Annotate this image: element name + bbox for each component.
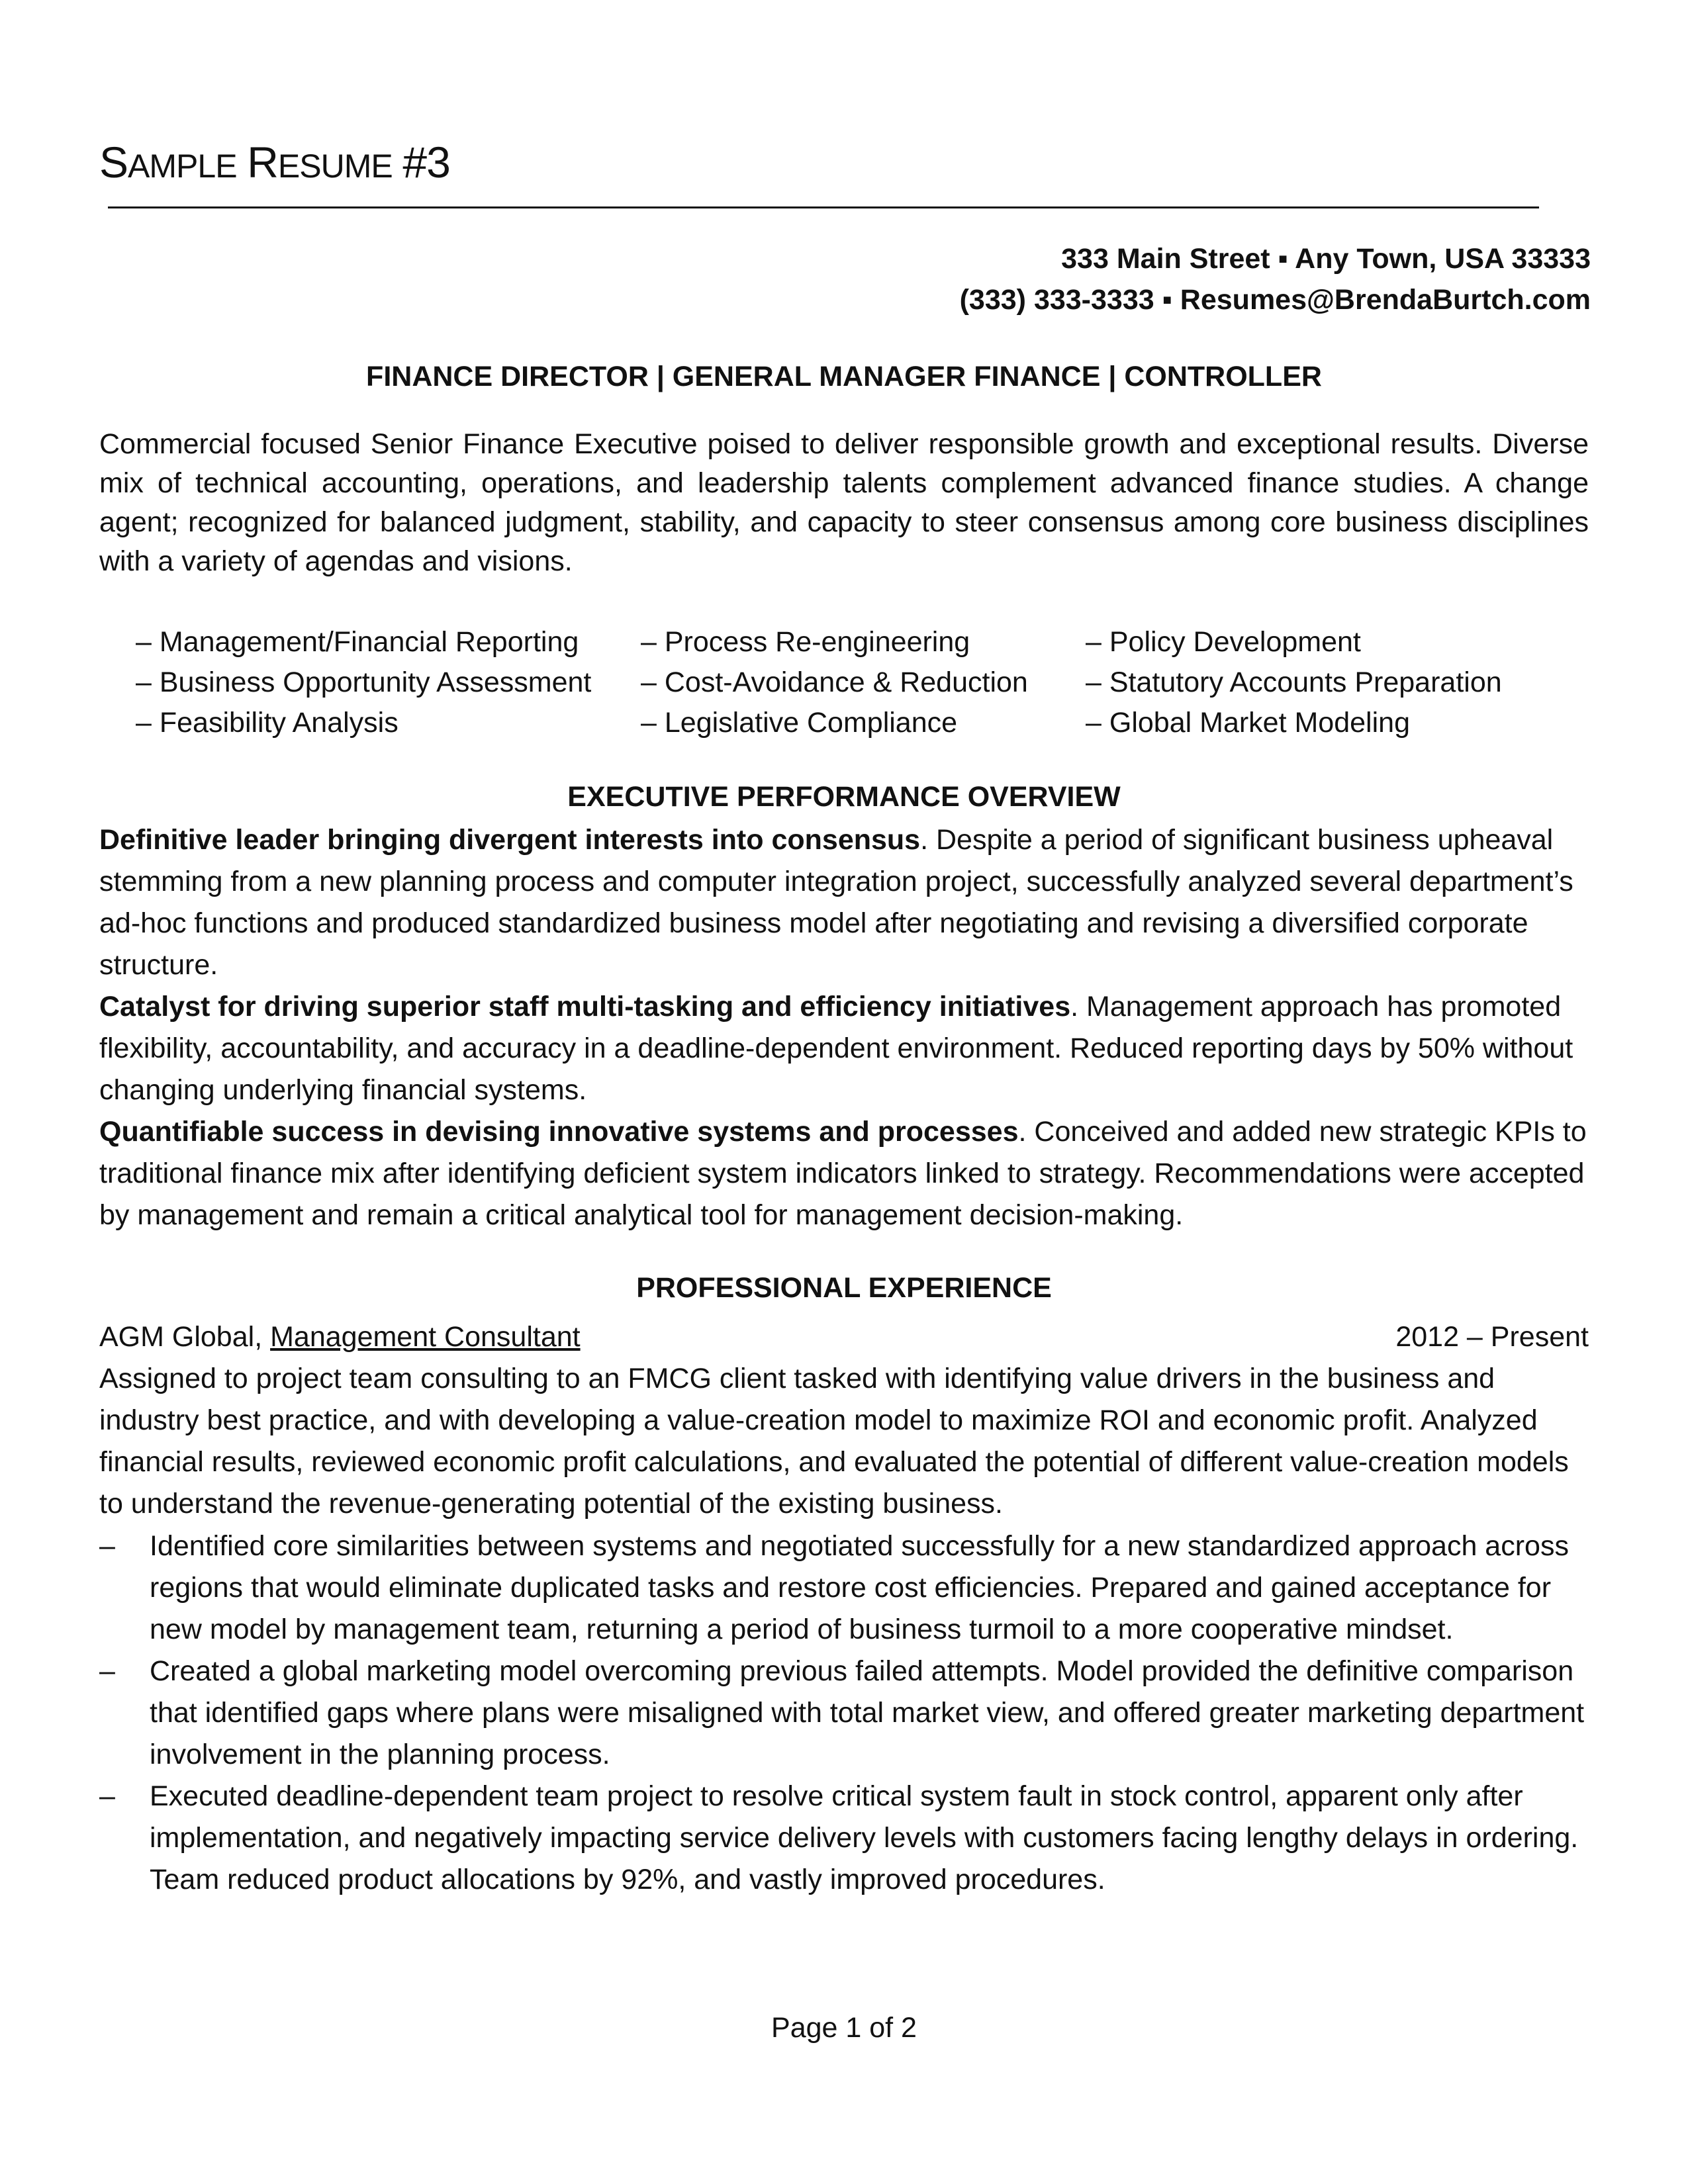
title-initial-1: S <box>99 138 128 187</box>
achievement-list <box>99 1525 1589 1901</box>
skill-item: – Global Market Modeling <box>1086 703 1502 743</box>
skill-item: – Policy Development <box>1086 622 1502 662</box>
overview-text: . Conceived and added new strategic KPIs to traditional finance mix after identifying deficient system indicators linked to strategy. Recommendations were accepted by management and remain a critical analytical tool for management decision-making. <box>99 1116 1587 1231</box>
overview-lead: Catalyst for driving superior staff multi-tasking and efficiency initiatives <box>99 991 1071 1023</box>
title-word-2: ESUME <box>277 148 393 185</box>
skill-item: – Feasibility Analysis <box>136 703 591 743</box>
title-number: #3 <box>402 138 450 187</box>
title-word-1: AMPLE <box>128 148 237 185</box>
achievement-item <box>99 1525 1589 1651</box>
skill-item: – Statutory Accounts Preparation <box>1086 662 1502 703</box>
contact-block <box>960 238 1591 320</box>
summary-paragraph: Commercial focused Senior Finance Executive poised to deliver responsible growth and exceptional results. Diverse mix of technical accounting, operations, and leadership talents complement advanced finance studies. A change agent; recognized for balanced judgment, stability, and capacity to steer consensus among core business disciplines with a variety of agendas and visions. <box>99 428 1589 577</box>
title-initial-2: R <box>247 138 278 187</box>
job-description: Assigned to project team consulting to an FMCG client tasked with identifying value drivers in the business and industry best practice, and with developing a value-creation model to maximize ROI and economic profit. Analyzed financial results, reviewed economic profit calculations, and evaluated the potential of different value-creation models to understand the revenue-generating potential of the existing business. <box>99 1363 1569 1520</box>
contact-address: 333 Main Street ▪ Any Town, USA 33333 <box>1061 243 1591 275</box>
skill-item: – Legislative Compliance <box>641 703 1028 743</box>
achievement-text: Executed deadline-dependent team project to resolve critical system fault in stock control, apparent only after implementation, and negatively impacting service delivery levels with customers facing lengthy delays in ordering. Team reduced product allocations by 92%, and vastly improved procedures. <box>150 1780 1579 1895</box>
skill-item: – Business Opportunity Assessment <box>136 662 591 703</box>
achievement-text: Created a global marketing model overcoming previous failed attempts. Model provided the definitive comparison that identified gaps where plans were misaligned with total market view, and offered greater marketing department involvement in the planning process. <box>150 1655 1585 1770</box>
skill-item: – Cost-Avoidance & Reduction <box>641 662 1028 703</box>
achievement-item <box>99 1651 1589 1776</box>
experience-heading: PROFESSIONAL EXPERIENCE <box>636 1272 1052 1304</box>
achievement-text: Identified core similarities between systems and negotiated successfully for a new standardized approach across regions that would eliminate duplicated tasks and restore cost efficiencies. Prepared and gained acceptance for new model by management team, returning a period of business turmoil to a more cooperative mindset. <box>150 1530 1569 1645</box>
bullet-marker: – <box>99 1655 115 1687</box>
skills-column-1 <box>136 622 591 743</box>
bullet-marker: – <box>99 1780 115 1812</box>
headline: FINANCE DIRECTOR | GENERAL MANAGER FINANCE | CONTROLLER <box>366 361 1322 392</box>
company-name: AGM Global, <box>99 1321 271 1353</box>
job-role: Management Consultant <box>270 1321 581 1353</box>
overview-item <box>99 986 1589 1111</box>
job-title-line <box>99 1317 1589 1357</box>
bullet-marker: – <box>99 1530 115 1562</box>
overview-text: . Management approach has promoted flexibility, accountability, and accuracy in a deadline-dependent environment. Reduced reporting days by 50% without changing underlying financial systems. <box>99 991 1573 1106</box>
overview-heading: EXECUTIVE PERFORMANCE OVERVIEW <box>567 781 1121 813</box>
overview-lead: Definitive leader bringing divergent interests into consensus <box>99 824 921 856</box>
job-dates: 2012 – Present <box>1395 1321 1589 1353</box>
skill-item: – Management/Financial Reporting <box>136 622 591 662</box>
overview-lead: Quantifiable success in devising innovative systems and processes <box>99 1116 1019 1148</box>
overview-body <box>99 819 1589 1236</box>
skills-column-2 <box>641 622 1028 743</box>
page-number: Page 1 of 2 <box>771 2012 917 2044</box>
contact-phone-email: (333) 333-3333 ▪ Resumes@BrendaBurtch.com <box>959 284 1591 316</box>
skills-column-3 <box>1086 622 1502 743</box>
overview-item <box>99 819 1589 986</box>
title-divider <box>108 206 1539 208</box>
document-title <box>99 138 450 187</box>
overview-item <box>99 1111 1589 1236</box>
achievement-item <box>99 1776 1589 1901</box>
skill-item: – Process Re-engineering <box>641 622 1028 662</box>
overview-text: . Despite a period of significant business upheaval stemming from a new planning process and computer integration project, successfully analyzed several department’s ad-hoc functions and produced standardized business model after negotiating and revising a diversified corporate structure. <box>99 824 1573 981</box>
